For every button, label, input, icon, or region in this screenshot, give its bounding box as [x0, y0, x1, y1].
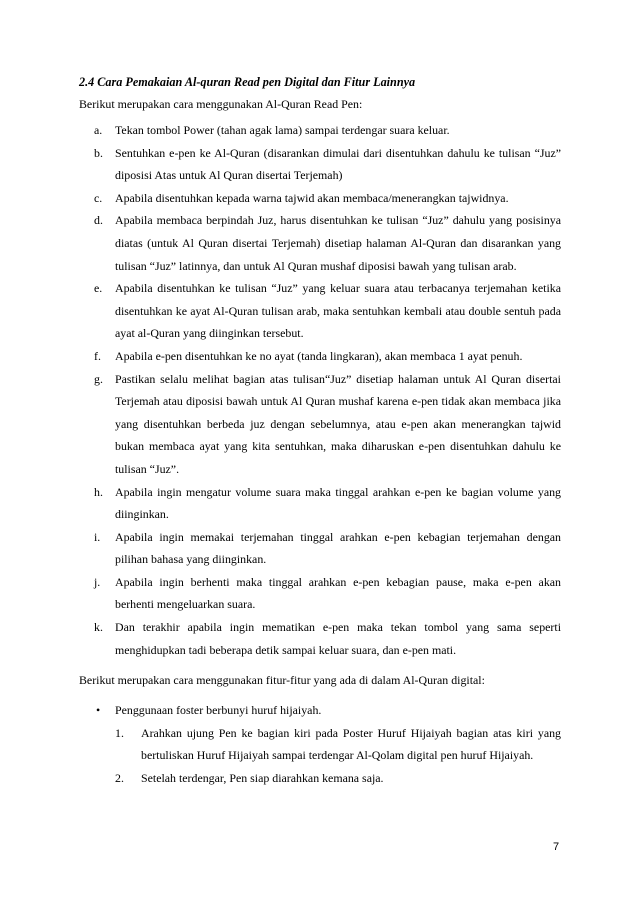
feature-item: [79, 699, 561, 789]
list-marker: d.: [94, 213, 103, 228]
features-list: [79, 699, 561, 789]
bullet-icon: •: [96, 703, 101, 718]
list-item-text: Apabila e-pen disentuhkan ke no ayat (tanda lingkaran), akan membaca 1 ayat penuh.: [115, 348, 523, 363]
substeps-list: [115, 722, 561, 790]
list-item-text: Apabila disentuhkan kepada warna tajwid akan membaca/menerangkan tajwidnya.: [115, 190, 509, 205]
list-item-text: Apabila ingin berhenti maka tinggal arahkan e-pen kebagian pause, maka e-pen akan berhenti mengeluarkan suara.: [115, 574, 561, 612]
list-item: [79, 142, 561, 187]
list-item-text: Setelah terdengar, Pen siap diarahkan kemana saja.: [141, 771, 384, 786]
list-item-text: Apabila ingin mengatur volume suara maka tinggal arahkan e-pen ke bagian volume yang diinginkan.: [115, 484, 561, 522]
list-marker: c.: [94, 190, 103, 205]
list-item: [79, 616, 561, 661]
steps-list: [79, 119, 561, 661]
list-item: [79, 345, 561, 368]
list-marker: e.: [94, 281, 103, 296]
list-marker: i.: [94, 529, 101, 544]
list-item: [79, 481, 561, 526]
list-item: [79, 187, 561, 210]
list-item-text: Pastikan selalu melihat bagian atas tulisan“Juz” disetiap halaman untuk Al Quran disertai Terjemah atau diposisi bawah untuk Al Quran mushaf karena e-pen tidak akan membaca jika yang disentuhkan berbeda juz dengan sebelumnya, atau e-pen akan menerangkan tajwid bukan membaca ayat yang kita sentuhkan, maka diharuskan e-pen disentuhkan dahulu ke tulisan “Juz”.: [115, 371, 561, 476]
list-item-text: Apabila disentuhkan ke tulisan “Juz” yang keluar suara atau terbacanya terjemahan ketika disentuhkan ke ayat Al-Quran tulisan arab, maka sentuhkan kembali atau double sentuh pada ayat al-Quran yang diinginkan tersebut.: [115, 281, 561, 341]
list-marker: f.: [94, 348, 101, 363]
feature-title: Penggunaan foster berbunyi huruf hijaiyah.: [115, 703, 322, 718]
list-marker: a.: [94, 123, 103, 137]
list-item-text: Dan terakhir apabila ingin mematikan e-pen maka tekan tombol yang sama seperti menghidupkan tadi beberapa detik sampai keluar suara, dan e-pen mati.: [115, 620, 561, 657]
list-item: [79, 571, 561, 616]
list-item: [79, 209, 561, 277]
list-item: [79, 526, 561, 571]
list-item-text: Apabila ingin memakai terjemahan tinggal arahkan e-pen kebagian terjemahan dengan pilihan bahasa yang diinginkan.: [115, 529, 561, 567]
list-marker: b.: [94, 145, 103, 160]
list-item: [115, 722, 561, 767]
list-marker: 2.: [115, 771, 124, 786]
section-intro: Berikut merupakan cara menggunakan Al-Quran Read Pen:: [79, 97, 363, 111]
list-item: [79, 277, 561, 345]
list-marker: k.: [94, 620, 103, 635]
list-item-text: Apabila membaca berpindah Juz, harus disentuhkan ke tulisan “Juz” dahulu yang posisinya diatas (untuk Al Quran disertai Terjemah) disetiap halaman Al-Quran dan disarankan yang tulisan “Juz” latinnya, dan untuk Al Quran mushaf diposisi bawah yang tulisan arab.: [115, 213, 561, 273]
features-intro: Berikut merupakan cara menggunakan fitur-fitur yang ada di dalam Al-Quran digital:: [79, 673, 485, 688]
list-item: [115, 767, 561, 790]
list-marker: 1.: [115, 725, 124, 740]
list-item-text: Arahkan ujung Pen ke bagian kiri pada Poster Huruf Hijaiyah bagian atas kiri yang bertuliskan Huruf Hijaiyah sampai terdengar Al-Qolam digital pen huruf Hijaiyah.: [141, 725, 561, 763]
list-marker: h.: [94, 484, 103, 499]
page-content: [79, 73, 561, 790]
page-number: 7: [553, 841, 560, 853]
section-heading: 2.4 Cara Pemakaian Al-quran Read pen Digital dan Fitur Lainnya: [79, 75, 416, 89]
list-marker: g.: [94, 371, 103, 386]
list-item: [79, 119, 561, 142]
list-item-text: Tekan tombol Power (tahan agak lama) sampai terdengar suara keluar.: [115, 123, 450, 137]
list-item-text: Sentuhkan e-pen ke Al-Quran (disarankan dimulai dari disentuhkan dahulu ke tulisan “Juz” diposisi Atas untuk Al Quran disertai Terjemah): [115, 145, 561, 183]
list-item: [79, 368, 561, 481]
list-marker: j.: [94, 574, 101, 589]
